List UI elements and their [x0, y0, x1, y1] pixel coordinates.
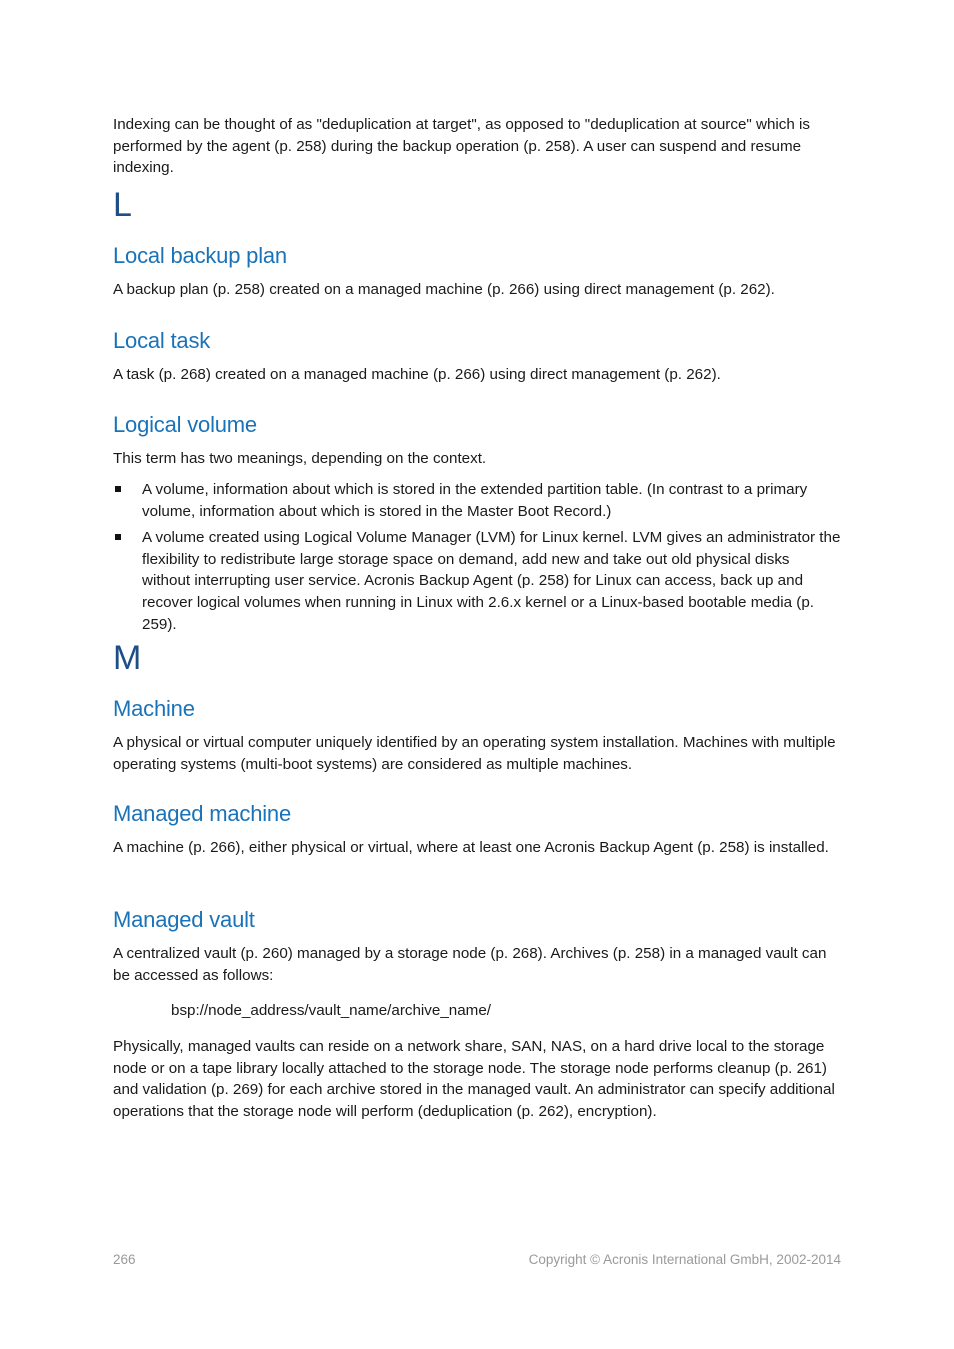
local-backup-plan-body: A backup plan (p. 258) created on a managed machine (p. 266) using direct management (p. 262).: [113, 281, 775, 298]
section-letter-m: M: [113, 639, 142, 677]
list-item: A volume, information about which is stored in the extended partition table. (In contrast to a primary volume, information about which is stored in the Master Boot Record.): [113, 479, 841, 522]
heading-managed-vault: Managed vault: [113, 907, 255, 932]
managed-vault-body-2: Physically, managed vaults can reside on a network share, SAN, NAS, on a hard drive local to the storage node or on a tape library locally attached to the storage node. The storage node performs cleanup (p. 261) and validation (p. 269) for each archive stored in the managed vault. An administrator can specify additional operations that the storage node will perform (deduplication (p. 262), encryption).: [113, 1038, 835, 1120]
square-bullet-icon: [115, 486, 121, 492]
page-number: 266: [113, 1252, 136, 1267]
square-bullet-icon: [115, 534, 121, 540]
heading-machine: Machine: [113, 696, 195, 721]
machine-body: A physical or virtual computer uniquely identified by an operating system installation. Machines with multiple operating systems (multi-boot systems) are considered as multiple machines.: [113, 734, 836, 773]
heading-logical-volume: Logical volume: [113, 412, 257, 437]
copyright-notice: Copyright © Acronis International GmbH, 2002-2014: [528, 1252, 841, 1267]
list-item: A volume created using Logical Volume Manager (LVM) for Linux kernel. LVM gives an administrator the flexibility to redistribute large storage space on demand, add new and take out old physical disks without interrupting user service. Acronis Backup Agent (p. 258) for Linux can access, back up and recover logical volumes when running in Linux with 2.6.x kernel or a Linux-based bootable media (p. 259).: [113, 527, 841, 635]
managed-vault-body: A centralized vault (p. 260) managed by a storage node (p. 268). Archives (p. 258) in a managed vault can be accessed as follows:: [113, 945, 827, 984]
heading-managed-machine: Managed machine: [113, 801, 292, 826]
intro-paragraph: Indexing can be thought of as "deduplication at target", as opposed to "deduplication at source" which is performed by the agent (p. 258) during the backup operation (p. 258). A user can suspend and resume indexing.: [113, 116, 811, 177]
managed-machine-body: A machine (p. 266), either physical or virtual, where at least one Acronis Backup Agent (p. 258) is installed.: [113, 839, 829, 856]
section-letter-l: L: [113, 186, 132, 224]
logical-volume-body: This term has two meanings, depending on the context.: [113, 450, 487, 467]
heading-local-backup-plan: Local backup plan: [113, 243, 287, 268]
logical-volume-bullet-list: [113, 479, 841, 640]
vault-path-example: bsp://node_address/vault_name/archive_name/: [171, 1002, 491, 1019]
heading-local-task: Local task: [113, 328, 211, 353]
local-task-body: A task (p. 268) created on a managed machine (p. 266) using direct management (p. 262).: [113, 366, 721, 383]
